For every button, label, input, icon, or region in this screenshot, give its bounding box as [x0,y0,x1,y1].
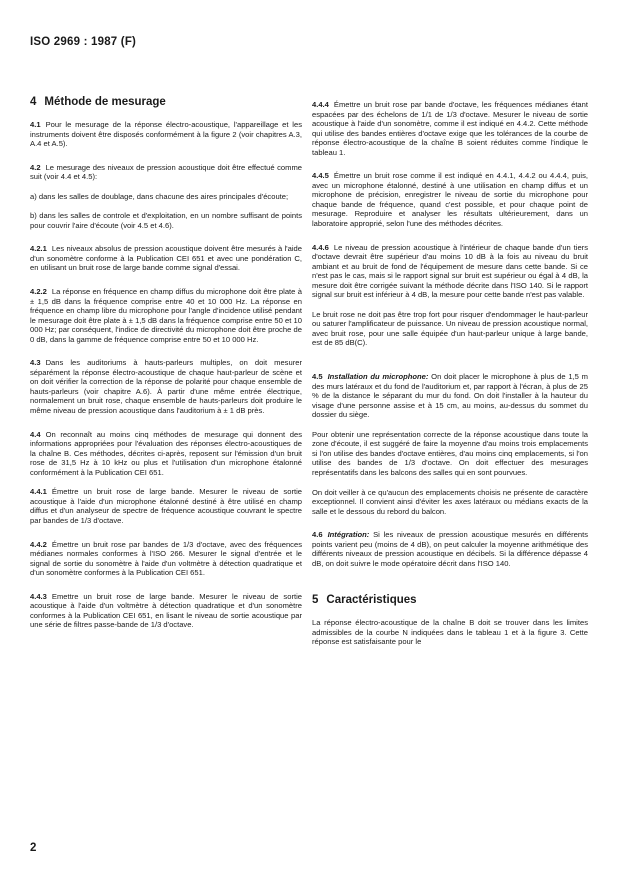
paragraph-4-4-6 [312,243,588,300]
paragraph-4-1 [30,120,302,149]
paragraph-inline-title: Intégration: [327,530,370,540]
paragraph-number: 4.4.5 [312,171,329,181]
paragraph-4-4-4 [312,100,588,157]
paragraph-averaging: Pour obtenir une représentation correcte de la réponse acoustique dans toute la zone d'écoute, il est suggéré de faire la moyenne d'au moins trois emplacements si l'on utilise des bandes d'octave entières, d'au moins cinq emplacements, si l'on utilise des bandes de 1/3 d'octave. On doit effectuer des mesurages représentatifs dans les balcons des salles qui en sont pourvues. [312,429,588,477]
paragraph-number: 4.1 [30,120,41,129]
document-header: ISO 2969 : 1987 (F) [30,36,137,48]
paragraph-4-4-5 [312,171,588,228]
paragraph-number: 4.4.6 [312,242,329,252]
paragraph-number: 4.3 [30,358,41,368]
paragraph-number: 4.4.1 [30,487,47,497]
paragraph-number: 4.6 [312,530,323,540]
paragraph-inline-title: Installation du microphone: [327,372,429,382]
paragraph-5: La réponse électro-acoustique de la chaîne B doit se trouver dans les limites admissibles de la courbe N indiquées dans le tableau 1 et à la figure 3. Cette réponse est satisfaisante pour le [312,618,588,647]
paragraph-4-2-1 [30,244,302,273]
paragraph-text: Si les niveaux de pression acoustique mesurés en différents points varient peu (moins de 4 dB), on peut calculer la moyenne arithmétique des différents niveaux de pression acoustique en décibels. Si la différence dépasse 4 dB, on doit suivre le mode opératoire décrit dans l'ISO 140. [312,530,588,568]
paragraph-text: Émettre un bruit rose de large bande. Mesurer le niveau de sortie acoustique à l'aide d'un microphone étalonné destiné à être utilisé en champ diffus et d'un analyseur de spectre de fréquence acoustique couvrant le spectre par bandes de 1/3 d'octave. [30,487,302,525]
paragraph-number: 4.4.4 [312,100,329,109]
right-column [312,100,588,657]
section-title: Caractéristiques [326,594,417,607]
paragraph-4-4-2 [30,540,302,578]
paragraph-text: Emettre un bruit rose de large bande. Mesurer le niveau de sortie acoustique à l'aide d'un voltmètre à détection quadratique et d'un sonomètre conformes à la Publication CEI 651, en lisant le niveau de sortie acoustique par une série de filtres passe-bande de 1/3 d'octave. [30,591,302,630]
paragraph-text: Émettre un bruit rose par bandes de 1/3 d'octave, avec des fréquences médianes normales conformes à l'ISO 266. Mesurer le signal d'entrée et le signal de sortie du sonomètre à l'aide d'un voltmètre à détection quadratique et d'un sonomètre conformes à la Publication CEI 651. [30,539,302,578]
paragraph-4-4-1 [30,487,302,525]
paragraph-4-2 [30,163,302,182]
paragraph-text: On doit placer le microphone à plus de 1,5 m des murs latéraux et du fond de l'auditorium et, par rapport à l'écran, à plus de 25 % de la distance le séparant du mur du fond. On doit l'installer à la hauteur du visage d'une personne assise et à 15 cm, au moins, au-dessus du sommet du dossier du siège. [312,372,588,420]
section-number: 5 [312,594,319,607]
section-title: Méthode de mesurage [44,96,166,108]
paragraph-number: 4.2.1 [30,244,47,254]
section-number: 4 [30,96,37,108]
paragraph-number: 4.2 [30,162,41,172]
paragraph-number: 4.5 [312,372,323,382]
paragraph-4-4 [30,430,302,478]
paragraph-text: La réponse en fréquence en champ diffus du microphone doit être plate à ± 1,5 dB dans la fréquence comprise entre 40 et 10 000 Hz. La réponse en fréquence en champ libre du microphone pour l'angle d'incidence utilisé pendant le mesurage doit être plate à ± 1,5 dB dans la fréquence comprise entre 50 et 10 000 Hz; par conséquent, l'indice de directivité du microphone doit être proche de 0 dB, dans la gamme de fréquence comprise entre 50 et 10 000 Hz. [30,287,302,344]
paragraph-text: Les niveaux absolus de pression acoustique doivent être mesurés à l'aide d'un sonomètre conforme à la Publication CEI 651 et avec une pondération C, en utilisant un bruit rose de large bande comme signal d'essai. [30,244,302,273]
paragraph-4-5 [312,372,588,420]
paragraph-text: Le niveau de pression acoustique à l'intérieur de chaque bande d'un tiers d'octave devrait être supérieur d'au moins 10 dB à la fois au niveau du bruit ambiant et au bruit de fond de l'équipement de mesure dans cette bande. Si ce n'est pas le cas, mais si le rapport signal sur bruit est supérieur ou égal à 4 dB, la mesure doit être corrigée suivant la méthode décrite dans l'ISO 140. Si le rapport signal sur bruit est inférieur à 4 dB, la mesure pour cette bande n'est pas valable. [312,242,588,300]
paragraph-number: 4.2.2 [30,287,47,297]
section-5-heading [312,594,588,606]
page-number: 2 [30,842,37,854]
paragraph-exceptional: On doit veiller à ce qu'aucun des emplacements choisis ne présente de caractère exceptionnel. Il convient ainsi d'éviter les axes latéraux ou médians exacts de la salle et le dessous du rebord du balcon. [312,487,588,516]
paragraph-4-4-3 [30,592,302,630]
paragraph-number: 4.4.3 [30,591,47,601]
left-column [30,96,302,640]
paragraph-text: Le mesurage des niveaux de pression acoustique doit être effectué comme suit (voir 4.4 et 4.5): [30,162,302,182]
list-item-b: b) dans les salles de controle et d'exploitation, en un nombre suffisant de points pour couvrir l'aire d'écoute (voir 4.5 et 4.6). [30,211,302,230]
section-4-heading [30,96,302,108]
paragraph-text: Émettre un bruit rose comme il est indiqué en 4.4.1, 4.4.2 ou 4.4.4, puis, avec un microphone étalonné, destiné à une utilisation en champ diffus et un microphone de précision, enregistrer le niveau de sortie du microphone pour chaque bande de fréquence, quand c'est possible, et pour chaque point de mesurage. Reproduire et analyser les résultats ultérieurement, dans un laboratoire approprié, selon l'une des méthodes décrites. [312,171,588,229]
paragraph-text: Dans les auditoriums à hauts-parleurs multiples, on doit mesurer séparément la réponse électro-acoustique de chaque haut-parleur de scène et on doit vérifier la correction de la réponse de polarité pour chaque ensemble de hauts-parleurs (voir chapitre A.6). À partir d'une même entrée électrique, normalement un bruit rose, chaque ensemble de hauts-parleurs doit produire le même niveau de pression acoustique dans l'auditorium à ± 1 dB près. [30,358,302,416]
paragraph-text: Émettre un bruit rose par bande d'octave, les fréquences médianes étant espacées par des échelons de 1/1 de 1/3 d'octave. Mesurer le niveau de sortie acoustique à l'aide d'un sonomètre, comme il est indiqué en 4.4.2. Cette méthode qui utilise des bandes entières d'octave exige que les tolérances de la courbe de réponse électro-acoustique de la chaîne B soient réduites comme l'indique le tableau 1. [312,100,588,157]
paragraph-pink-noise: Le bruit rose ne doit pas être trop fort pour risquer d'endommager le haut-parleur ou saturer l'amplificateur de puissance. Un niveau de pression acoustique normal, avec bruit rose, pour une salle équipée d'un haut-parleur unique à large bande, est de 85 dB(C). [312,309,588,348]
paragraph-text: Pour le mesurage de la réponse électro-acoustique, l'appareillage et les instruments doivent être disposés conformément à la figure 2 (voir chapitres A.3, A.4 et A.5). [30,120,302,149]
paragraph-4-6 [312,530,588,568]
list-item-a: a) dans les salles de doublage, dans chacune des aires principales d'écoute; [30,191,289,201]
paragraph-4-2-2 [30,287,302,344]
paragraph-text: On reconnaît au moins cinq méthodes de mesurage qui donnent des informations appropriées pour l'évaluation des réponses électro-acoustiques de la chaîne B. Ces méthodes, décrites ci-après, reposent sur l'émission d'un bruit rose de 31,5 Hz à 10 kHz ou plus et l'utilisation d'un microphone étalonné conformément à la Publication CEI 651. [30,429,302,477]
paragraph-number: 4.4 [30,429,41,439]
paragraph-number: 4.4.2 [30,539,47,549]
paragraph-4-3 [30,358,302,415]
